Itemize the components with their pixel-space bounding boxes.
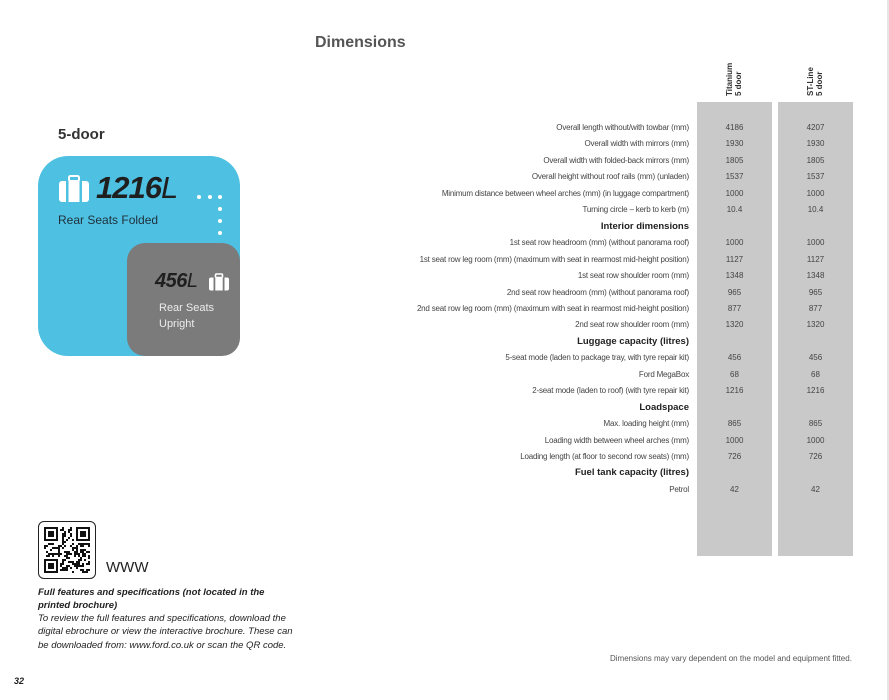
cell-st-line: 1348 [806,271,825,281]
upright-capacity-value: 456L [155,270,198,292]
cell-st-line: 1537 [806,172,825,182]
cell-titanium: 1537 [725,172,744,182]
cell-titanium: 1348 [725,271,744,281]
cell-st-line: 10.4 [807,205,824,215]
cell-titanium: 1805 [725,155,744,165]
row-label: Overall length without/with towbar (mm) [556,123,689,132]
column-header-st-line: ST-Line 5 door [806,67,824,96]
row-label: Ford MegaBox [638,369,689,379]
folded-capacity-value: 1216L [96,170,178,205]
row-label: 1st seat row leg room (mm) (maximum with seat in rearmost mid-height position) [419,254,689,264]
row-label: Overall width with folded-back mirrors (mm) [543,155,689,165]
cell-st-line: 68 [811,369,820,379]
row-label: 1st seat row shoulder room (mm) [577,271,689,281]
cell-st-line: 726 [808,452,823,461]
row-label: Max. loading height (mm) [603,419,689,429]
row-label: 2nd seat row shoulder room (mm) [575,320,689,330]
cell-st-line: 1127 [806,254,825,264]
row-label: 2nd seat row leg room (mm) (maximum with seat in rearmost mid-height position) [416,303,689,313]
cell-titanium: 726 [727,452,742,461]
row-label: 2-seat mode (laden to roof) (with tyre repair kit) [532,386,689,396]
cell-titanium: 1000 [725,188,744,198]
cell-titanium: 1000 [725,435,744,445]
section-heading: Interior dimensions [600,220,689,232]
www-label: WWW [106,559,149,576]
page-title: Dimensions [315,34,406,51]
cell-st-line: 1000 [806,435,825,445]
row-label: Loading length (at floor to second row seats) (mm) [520,452,689,461]
section-heading: Loadspace [639,401,689,413]
cell-titanium: 68 [730,369,739,379]
suitcase-small-icon [208,273,230,291]
suitcase-icon [58,175,90,203]
row-label: Overall height without roof rails (mm) (unladen) [531,172,689,182]
variant-title: 5-door [58,126,105,143]
row-label: Loading width between wheel arches (mm) [544,435,689,445]
cell-titanium: 10.4 [726,205,743,215]
cell-st-line: 965 [808,287,823,297]
cell-titanium: 877 [727,303,742,313]
row-label: Overall width with mirrors (mm) [584,139,689,149]
cell-st-line: 1000 [806,188,825,198]
section-heading: Luggage capacity (litres) [577,335,689,347]
cell-titanium: 1000 [725,238,744,248]
cell-st-line: 1000 [806,238,825,248]
row-label: Turning circle – kerb to kerb (m) [582,205,689,215]
cell-st-line: 877 [808,303,823,313]
row-label: Minimum distance between wheel arches (mm) (in luggage compartment) [441,188,689,198]
cell-st-line: 1805 [806,155,825,165]
cell-st-line: 1320 [806,320,825,330]
cell-titanium: 865 [727,419,742,429]
qr-description: To review the full features and specifications, download the digital ebrochure or view the interactive brochure. These can be downloaded from: www.ford.co.uk or scan the QR code. [38,613,293,651]
cell-st-line: 1216 [806,386,825,396]
page-number: 32 [14,676,25,686]
cell-titanium: 1216 [725,386,744,396]
section-heading: Fuel tank capacity (litres) [574,467,689,479]
column-header-titanium: Titanium 5 door [725,62,743,96]
folded-capacity-label: Rear Seats Folded [58,213,159,227]
qr-code-icon[interactable] [38,521,96,579]
cell-titanium: 1320 [725,320,744,330]
cell-titanium: 965 [727,287,742,297]
row-label: 5-seat mode (laden to package tray, with tyre repair kit) [505,353,689,363]
row-label: 2nd seat row headroom (mm) (without panorama roof) [506,287,689,297]
row-label: 1st seat row headroom (mm) (without panorama roof) [509,238,689,248]
qr-heading: Full features and specifications (not located in the printed brochure) [38,587,265,611]
cell-titanium: 1930 [725,139,744,149]
cell-titanium: 4186 [725,123,744,132]
upright-capacity-label: Rear Seats Upright [159,302,215,330]
cell-st-line: 1930 [806,139,825,149]
cell-titanium: 42 [730,484,739,494]
row-label: Petrol [669,484,689,494]
cell-st-line: 865 [808,419,823,429]
cell-st-line: 4207 [806,123,825,132]
cell-titanium: 456 [727,353,742,363]
footnote: Dimensions may vary dependent on the model and equipment fitted. [610,654,852,663]
cell-titanium: 1127 [725,254,744,264]
cell-st-line: 42 [811,484,820,494]
cell-st-line: 456 [808,353,823,363]
